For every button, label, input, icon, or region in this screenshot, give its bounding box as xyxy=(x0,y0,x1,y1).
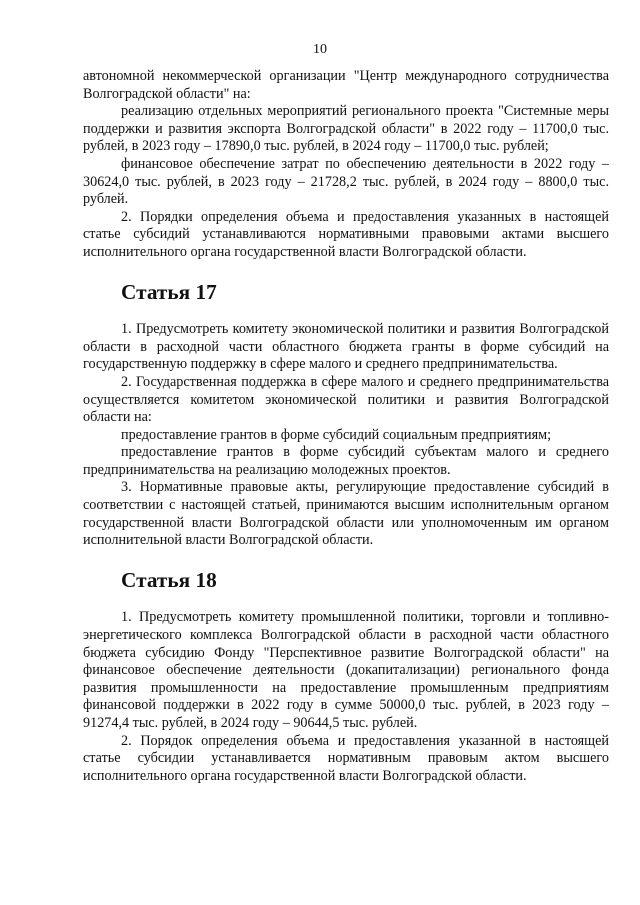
paragraph: реализацию отдельных мероприятий регионального проекта "Системные меры поддержки и развития экспорта Волгоградской области" в 2022 году – 11700,0 тыс. рублей, в 2023 году – 17890,0 тыс. рублей, в 2024 году – 11700,0 тыс. рублей; xyxy=(83,103,609,155)
paragraph: предоставление грантов в форме субсидий субъектам малого и среднего предпринимательства на реализацию молодежных проектов. xyxy=(83,444,609,478)
paragraph: 1. Предусмотреть комитету экономической политики и развития Волгоградской области в расходной части областного бюджета гранты в форме субсидий на государственную поддержку в сфере малого и среднего предпринимательства. xyxy=(83,321,609,373)
paragraph: 3. Нормативные правовые акты, регулирующие предоставление субсидий в соответствии с настоящей статьей, принимаются высшим исполнительным органом государственной власти Волгоградской области или уполномоченным им органом исполнительной власти Волгоградской области. xyxy=(83,479,609,549)
page-number: 10 xyxy=(313,42,327,57)
article-heading: Статья 18 xyxy=(121,567,217,592)
paragraph: 1. Предусмотреть комитету промышленной политики, торговли и топливно-энергетического комплекса Волгоградской области в расходной части областного бюджета субсидию Фонду "Перспективное развитие Волгоградской области" на финансовое обеспечение деятельности (докапитализации) регионального фонда развития промышленности на предоставление промышленным предприятиям финансовой поддержки в 2022 году в сумме 50000,0 тыс. рублей, в 2023 году – 91274,4 тыс. рублей, в 2024 году – 90644,5 тыс. рублей. xyxy=(83,609,609,731)
paragraph: финансовое обеспечение затрат по обеспечению деятельности в 2022 году – 30624,0 тыс. рублей, в 2023 году – 21728,2 тыс. рублей, в 2024 году – 8800,0 тыс. рублей. xyxy=(83,155,609,208)
paragraph: 2. Государственная поддержка в сфере малого и среднего предпринимательства осуществляется комитетом экономической политики и развития Волгоградской области на: xyxy=(83,373,609,426)
article-heading: Статья 17 xyxy=(121,279,217,304)
paragraph: 2. Порядки определения объема и предоставления указанных в настоящей статье субсидий устанавливаются нормативными правовыми актами высшего исполнительного органа государственной власти Волгоградской области. xyxy=(83,208,609,260)
document-body xyxy=(83,68,609,785)
paragraph: автономной некоммерческой организации "Центр международного сотрудничества Волгоградской области" на: xyxy=(83,68,609,102)
paragraph: предоставление грантов в форме субсидий социальным предприятиям; xyxy=(121,426,552,443)
paragraph: 2. Порядок определения объема и предоставления указанной в настоящей статье субсидии устанавливается нормативным правовым актом высшего исполнительного органа государственной власти Волгоградской области. xyxy=(83,732,609,784)
